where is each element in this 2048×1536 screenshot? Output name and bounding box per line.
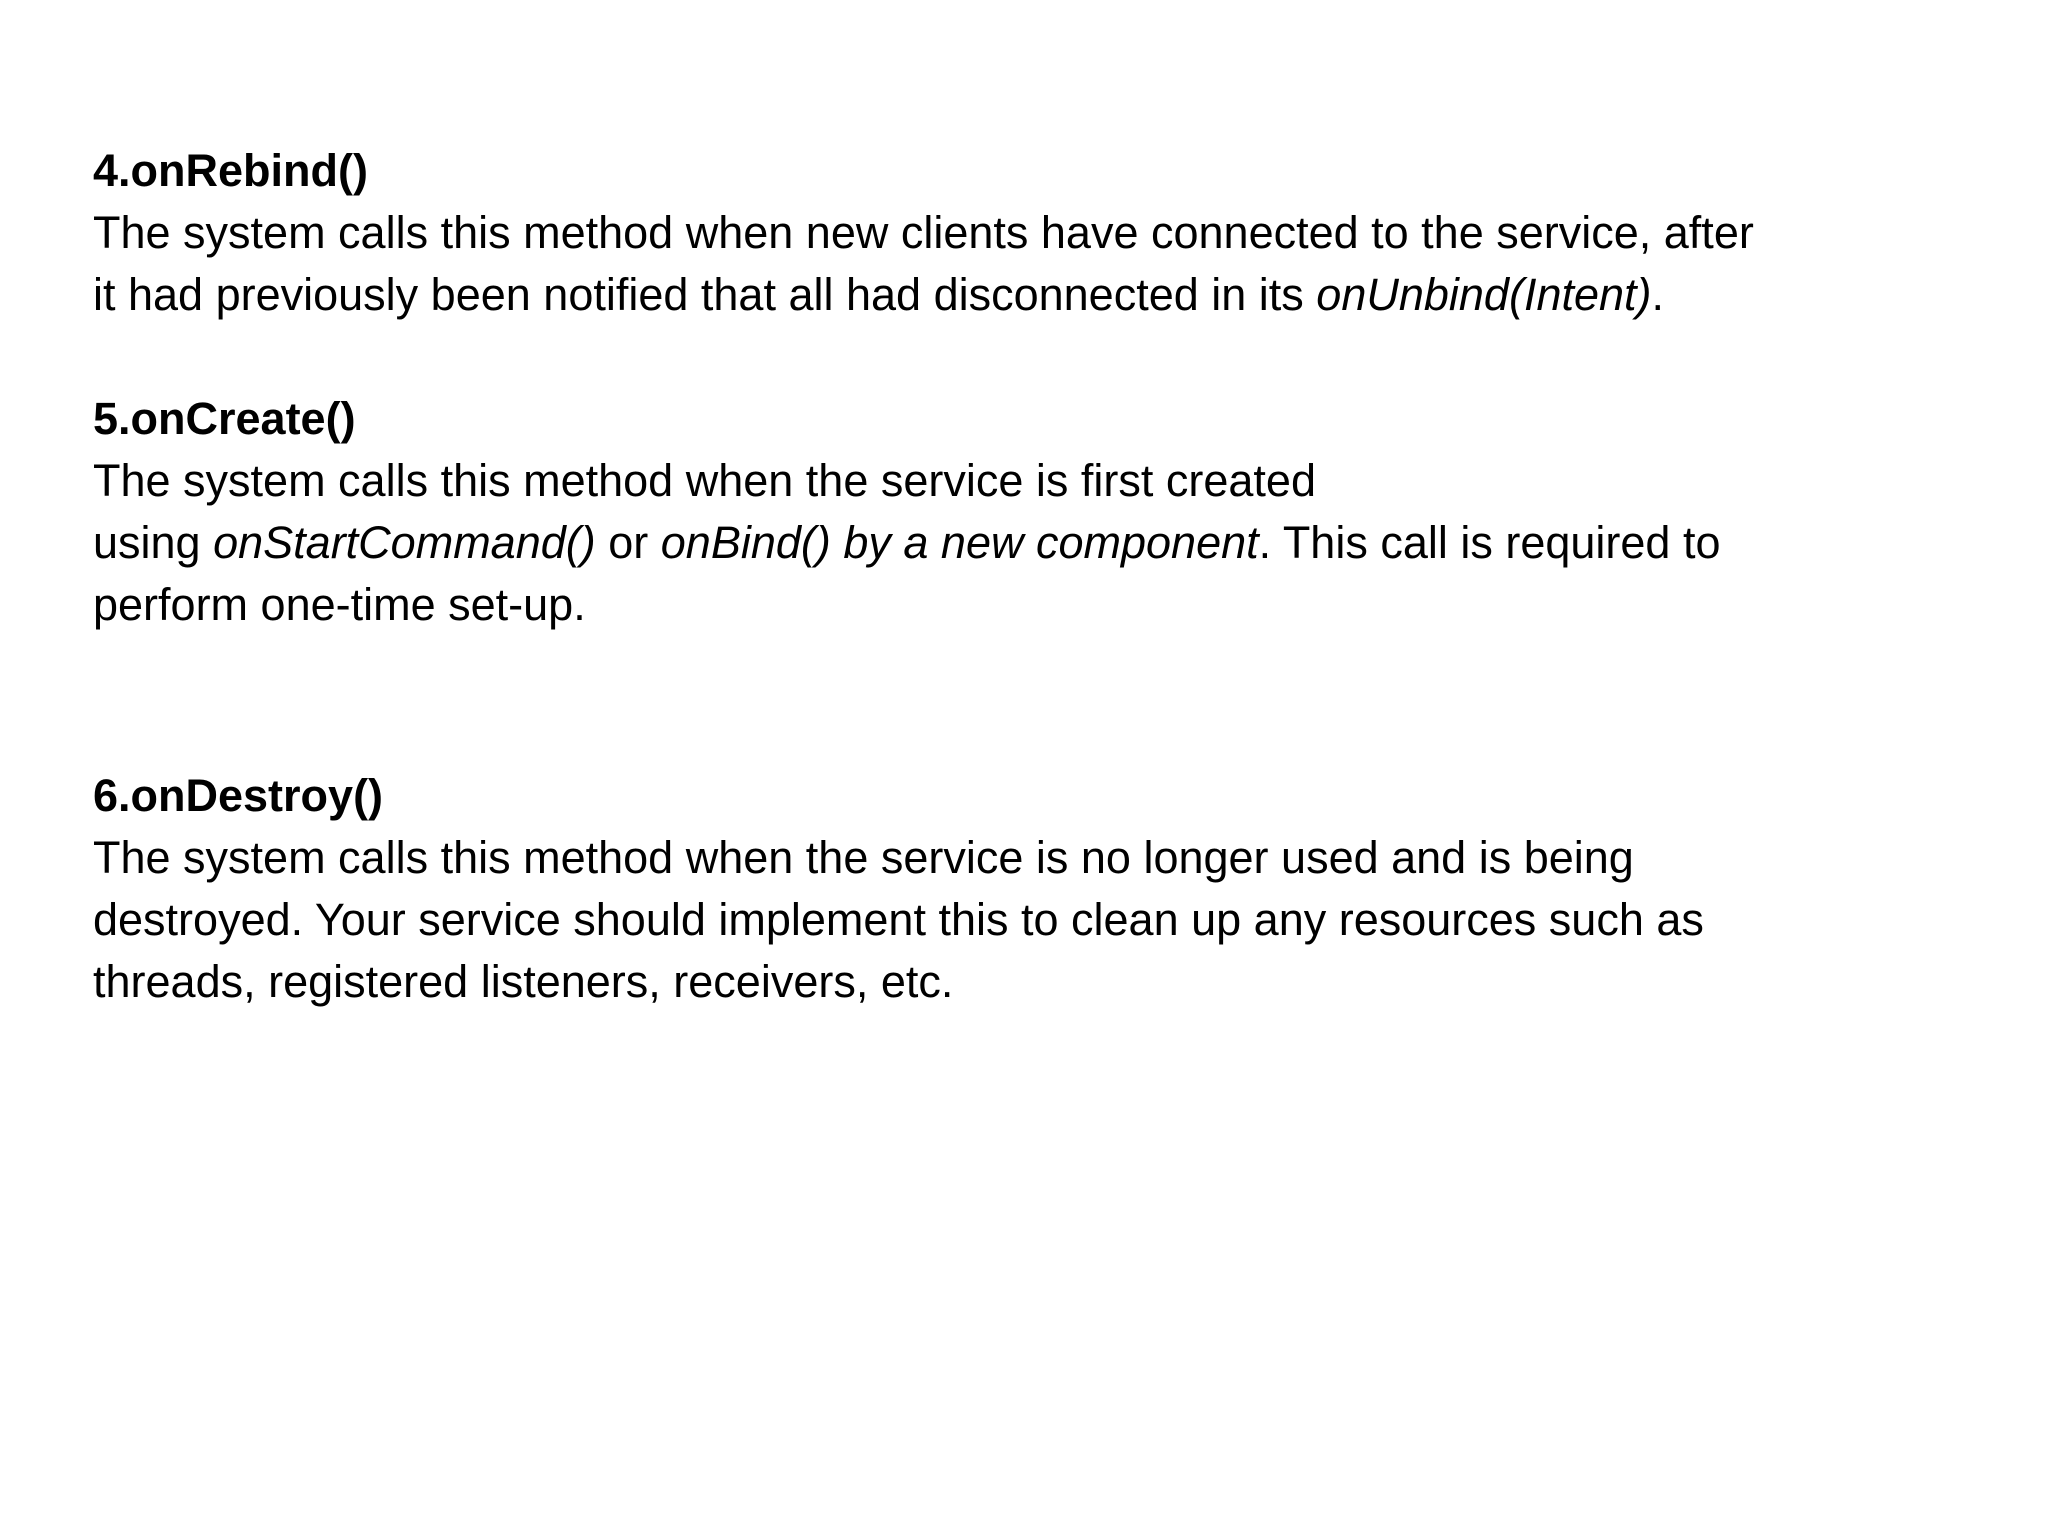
paragraph-line: [93, 951, 1993, 1013]
paragraph-line: [93, 450, 1993, 512]
text-run: using: [93, 517, 214, 568]
paragraph-line: [93, 202, 1993, 264]
method-reference: onBind() by a new component: [660, 517, 1259, 568]
text-run: The system calls this method when the service is no longer used and is being: [93, 832, 1634, 883]
section-onrebind: [93, 140, 1993, 326]
section-heading: 4.onRebind(): [93, 145, 368, 196]
section-oncreate: [93, 388, 1993, 636]
section-spacer: [93, 326, 1993, 388]
text-run: The system calls this method when new clients have connected to the service, after: [93, 207, 1754, 258]
text-run: perform one-time set-up.: [93, 579, 586, 630]
paragraph-line: [93, 889, 1993, 951]
method-reference: onStartCommand(): [213, 517, 596, 568]
section-heading: 5.onCreate(): [93, 393, 356, 444]
section-ondestroy: [93, 765, 1993, 1013]
text-run: destroyed. Your service should implement this to clean up any resources such as: [93, 894, 1704, 945]
paragraph-line: [93, 264, 1993, 326]
text-run: or: [595, 517, 661, 568]
section-spacer: [93, 636, 1993, 765]
text-run: The system calls this method when the service is first created: [93, 455, 1316, 506]
paragraph-line: [93, 574, 1993, 636]
method-reference: onUnbind(Intent): [1316, 269, 1652, 320]
text-run: . This call is required to: [1258, 517, 1721, 568]
section-heading: 6.onDestroy(): [93, 770, 384, 821]
text-run: it had previously been notified that all had disconnected in its: [93, 269, 1317, 320]
paragraph-line: [93, 827, 1993, 889]
text-run: threads, registered listeners, receivers, etc.: [93, 956, 954, 1007]
paragraph-line: [93, 512, 1993, 574]
document-page: [93, 140, 1993, 1013]
text-run: .: [1651, 269, 1665, 320]
